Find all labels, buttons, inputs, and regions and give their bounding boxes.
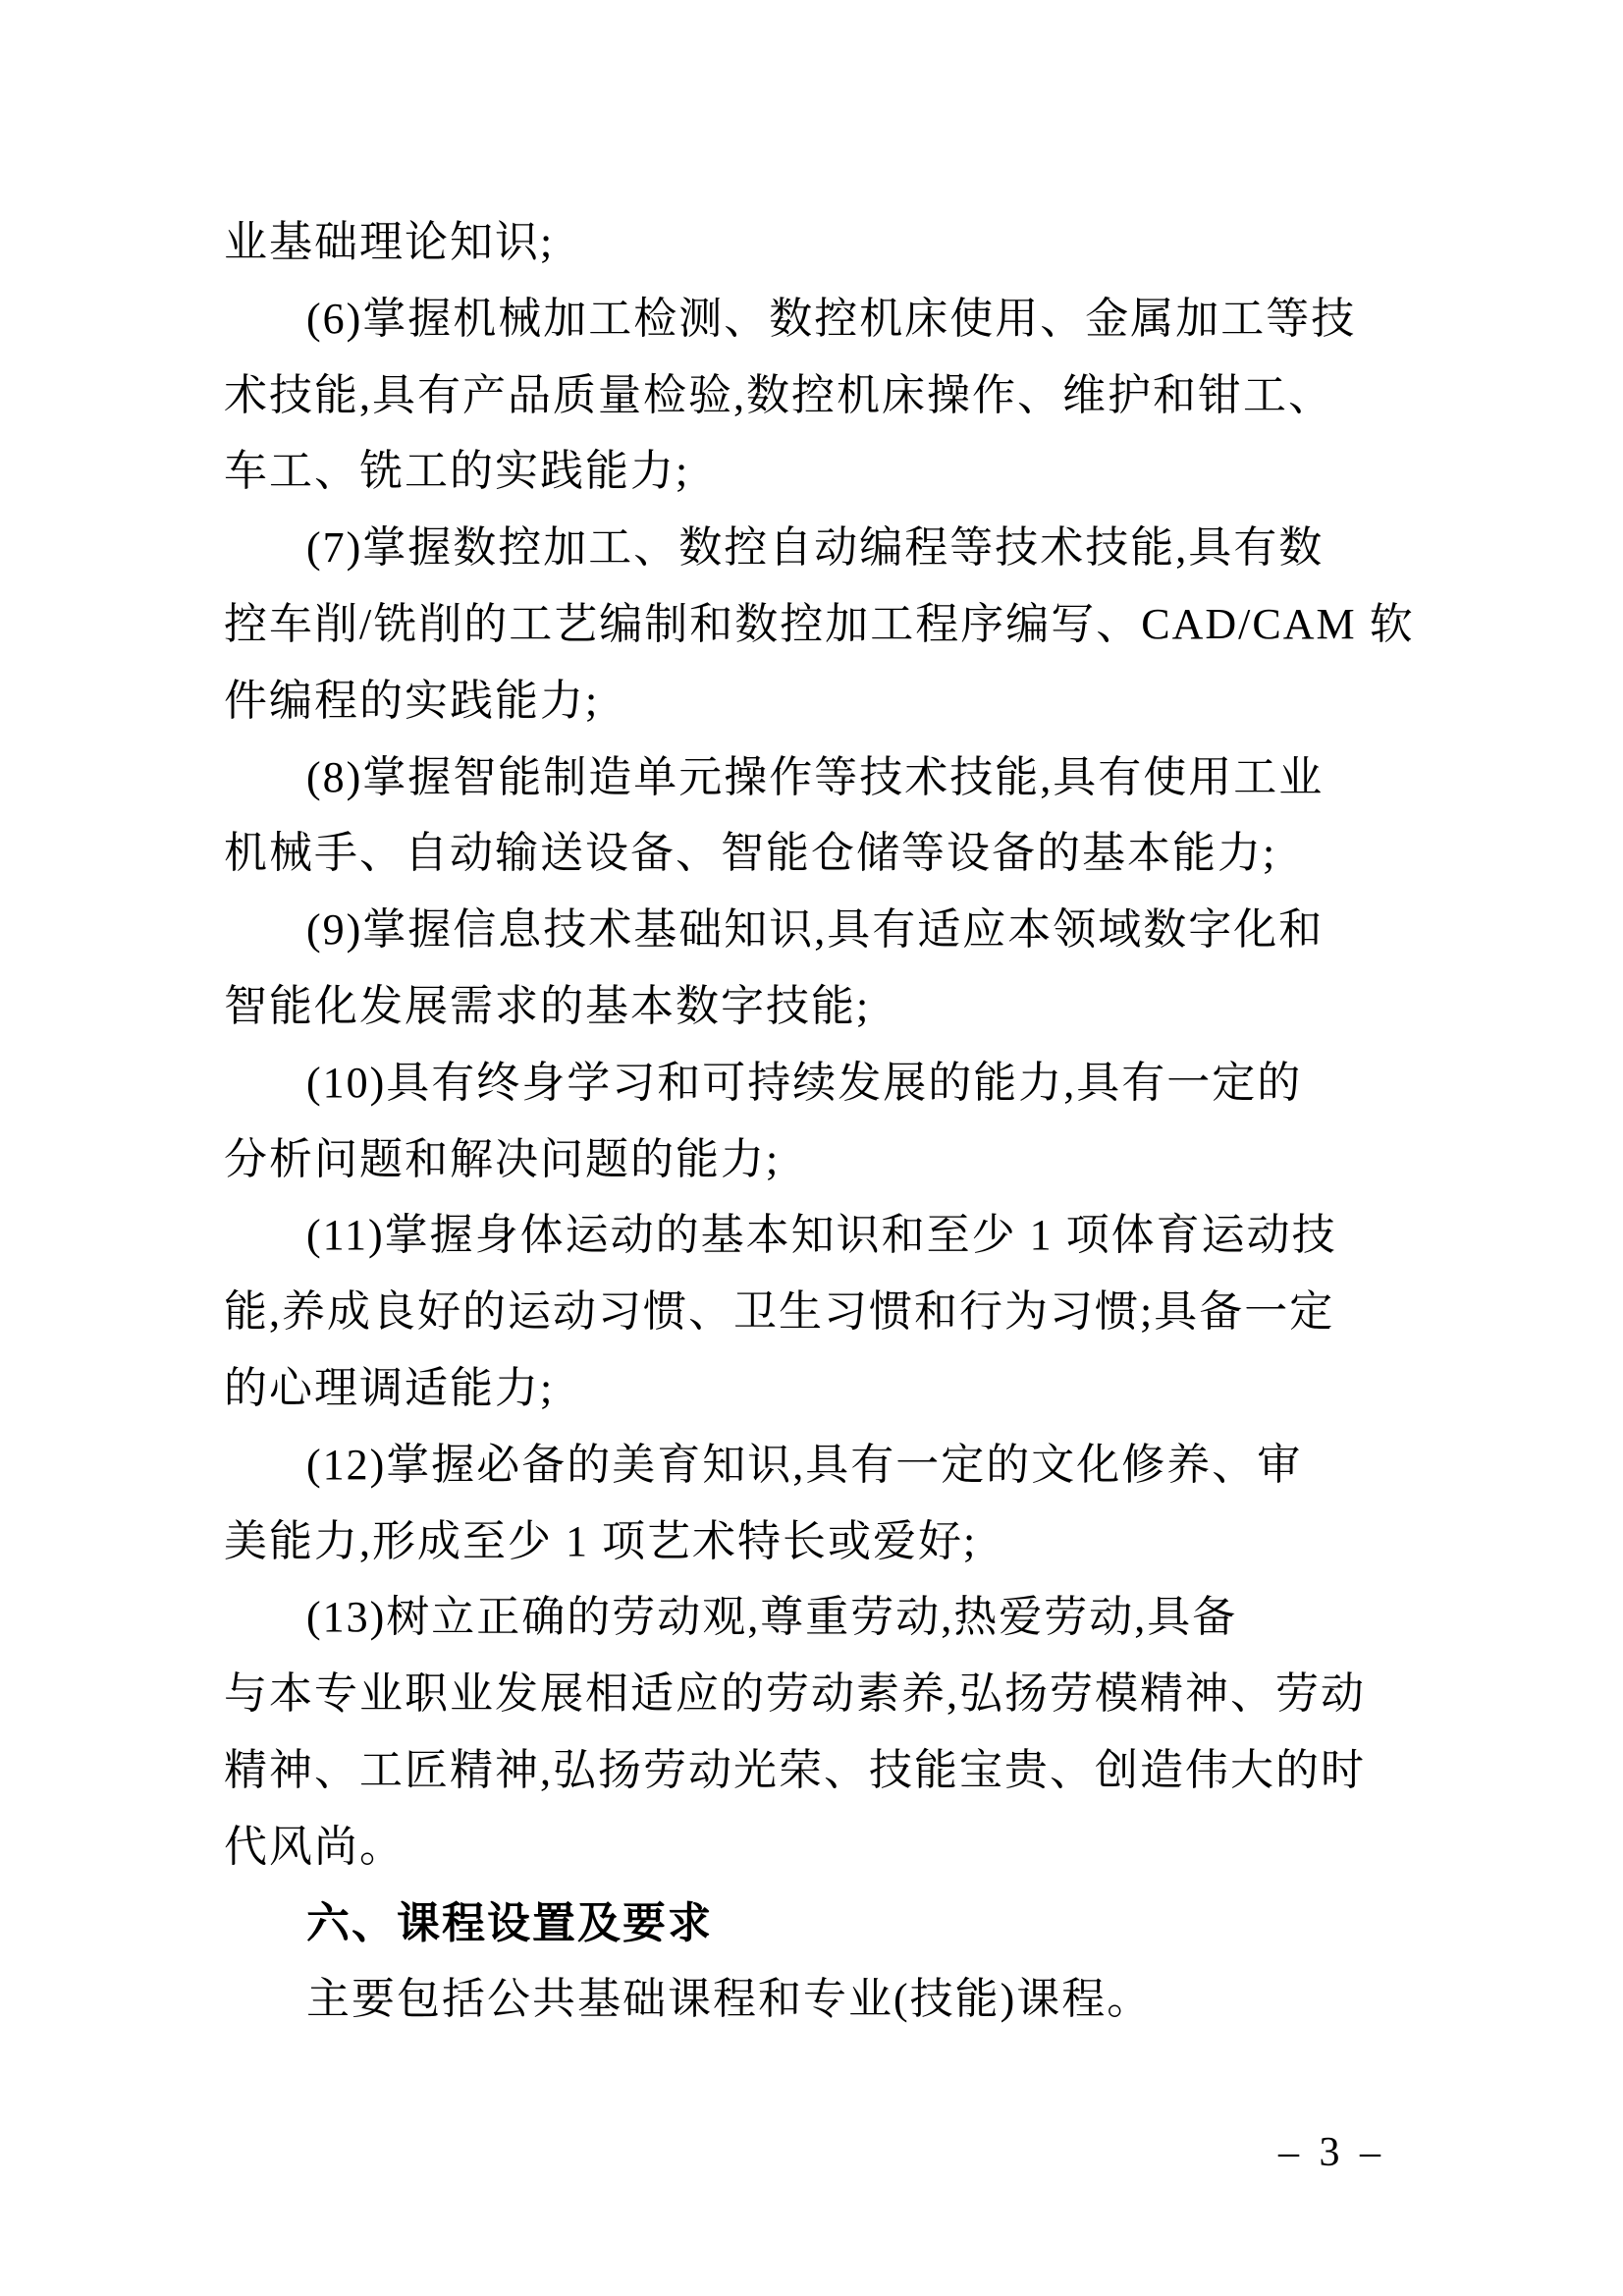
text-line: 能,养成良好的运动习惯、卫生习惯和行为习惯;具备一定 [224,1287,1335,1337]
text-line: 精神、工匠精神,弘扬劳动光荣、技能宝贵、创造伟大的时 [224,1745,1366,1794]
text-line: 的心理调适能力; [224,1363,555,1412]
section-heading: 六、课程设置及要求 [306,1898,713,1947]
text-line: 美能力,形成至少 1 项艺术特长或爱好; [224,1516,978,1565]
text-block [224,204,1415,2038]
text-line: (12)掌握必备的美育知识,具有一定的文化修养、审 [306,1440,1303,1489]
text-line: 代风尚。 [224,1822,405,1871]
text-line: (9)掌握信息技术基础知识,具有适应本领域数字化和 [306,905,1325,955]
text-line: 与本专业职业发展相适应的劳动素养,弘扬劳模精神、劳动 [224,1669,1366,1719]
text-line: 业基础理论知识; [224,218,555,266]
text-line: (11)掌握身体运动的基本知识和至少 1 项体育运动技 [306,1211,1337,1260]
text-line: 术技能,具有产品质量检验,数控机床操作、维护和钳工、 [224,370,1333,419]
page-number: – 3 – [1278,2130,1381,2175]
text-line: (10)具有终身学习和可持续发展的能力,具有一定的 [306,1058,1303,1107]
text-line: (8)掌握智能制造单元操作等技术技能,具有使用工业 [306,752,1325,801]
text-line: 智能化发展需求的基本数字技能; [224,981,871,1030]
text-line: 分析问题和解决问题的能力; [224,1134,781,1183]
text-line: 车工、铣工的实践能力; [224,447,690,496]
text-line: (6)掌握机械加工检测、数控机床使用、金属加工等技 [306,294,1357,343]
text-line: 主要包括公共基础课程和专业(技能)课程。 [306,1975,1153,2024]
text-line: (13)树立正确的劳动观,尊重劳动,热爱劳动,具备 [306,1593,1238,1642]
text-line: (7)掌握数控加工、数控自动编程等技术技能,具有数 [306,523,1325,573]
text-line: 件编程的实践能力; [224,676,600,725]
text-line: 机械手、自动输送设备、智能仓储等设备的基本能力; [224,829,1277,878]
text-line: 控车削/铣削的工艺编制和数控加工程序编写、CAD/CAM 软 [224,599,1415,648]
